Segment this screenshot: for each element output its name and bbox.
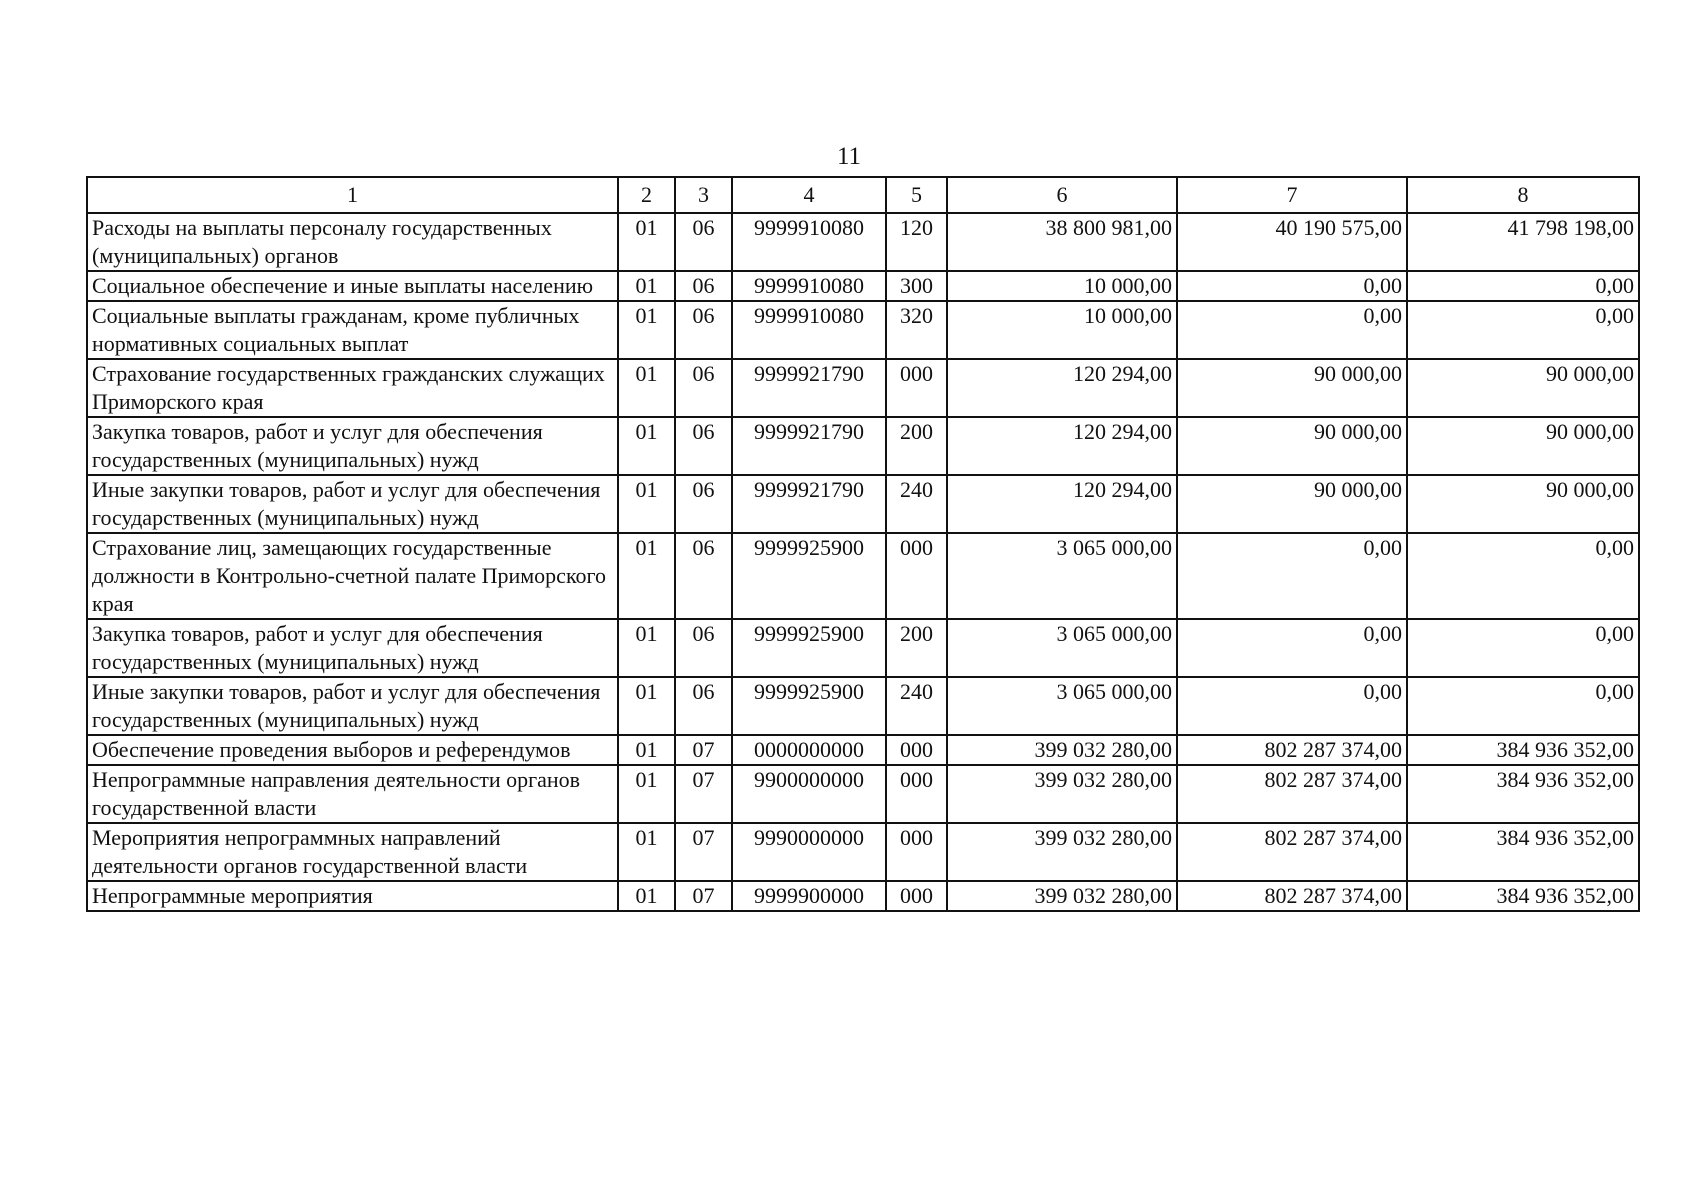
row-name: Непрограммные мероприятия (87, 881, 618, 911)
row-amount-6: 120 294,00 (947, 417, 1177, 475)
row-section: 01 (618, 271, 675, 301)
row-amount-6: 10 000,00 (947, 271, 1177, 301)
row-target-code: 9999921790 (732, 417, 886, 475)
row-subsection: 06 (675, 213, 732, 271)
row-amount-6: 399 032 280,00 (947, 735, 1177, 765)
row-amount-7: 0,00 (1177, 677, 1407, 735)
row-amount-7: 0,00 (1177, 619, 1407, 677)
row-name: Социальное обеспечение и иные выплаты населению (87, 271, 618, 301)
header-col-1: 1 (87, 177, 618, 213)
row-expense-type: 240 (886, 677, 947, 735)
row-amount-7: 90 000,00 (1177, 475, 1407, 533)
table-header-row (87, 177, 1639, 213)
row-amount-8: 41 798 198,00 (1407, 213, 1639, 271)
row-section: 01 (618, 533, 675, 619)
row-section: 01 (618, 823, 675, 881)
row-amount-7: 802 287 374,00 (1177, 823, 1407, 881)
row-amount-6: 399 032 280,00 (947, 765, 1177, 823)
row-amount-8: 0,00 (1407, 301, 1639, 359)
row-amount-8: 384 936 352,00 (1407, 823, 1639, 881)
row-name: Иные закупки товаров, работ и услуг для обеспечения государственных (муниципальных) нужд (87, 475, 618, 533)
row-amount-8: 0,00 (1407, 533, 1639, 619)
table-row (87, 619, 1639, 677)
row-name: Мероприятия непрограммных направлений деятельности органов государственной власти (87, 823, 618, 881)
header-col-2: 2 (618, 177, 675, 213)
table-row (87, 271, 1639, 301)
row-amount-6: 38 800 981,00 (947, 213, 1177, 271)
row-name: Страхование лиц, замещающих государственные должности в Контрольно-счетной палате Приморского края (87, 533, 618, 619)
row-target-code: 9999910080 (732, 213, 886, 271)
header-col-7: 7 (1177, 177, 1407, 213)
row-target-code: 9999925900 (732, 677, 886, 735)
table-row (87, 823, 1639, 881)
row-section: 01 (618, 765, 675, 823)
row-amount-6: 399 032 280,00 (947, 823, 1177, 881)
row-subsection: 06 (675, 301, 732, 359)
row-name: Непрограммные направления деятельности органов государственной власти (87, 765, 618, 823)
row-subsection: 07 (675, 881, 732, 911)
row-amount-6: 399 032 280,00 (947, 881, 1177, 911)
row-name: Закупка товаров, работ и услуг для обеспечения государственных (муниципальных) нужд (87, 417, 618, 475)
row-amount-6: 120 294,00 (947, 475, 1177, 533)
table-row (87, 677, 1639, 735)
row-expense-type: 300 (886, 271, 947, 301)
row-section: 01 (618, 881, 675, 911)
row-target-code: 9999925900 (732, 619, 886, 677)
row-amount-8: 0,00 (1407, 677, 1639, 735)
row-section: 01 (618, 301, 675, 359)
row-amount-6: 3 065 000,00 (947, 533, 1177, 619)
table-row (87, 213, 1639, 271)
row-amount-6: 3 065 000,00 (947, 677, 1177, 735)
row-amount-7: 0,00 (1177, 533, 1407, 619)
row-amount-6: 10 000,00 (947, 301, 1177, 359)
header-col-6: 6 (947, 177, 1177, 213)
row-target-code: 9999921790 (732, 475, 886, 533)
row-expense-type: 200 (886, 417, 947, 475)
row-amount-8: 384 936 352,00 (1407, 765, 1639, 823)
row-amount-6: 120 294,00 (947, 359, 1177, 417)
row-section: 01 (618, 417, 675, 475)
table-row (87, 881, 1639, 911)
row-subsection: 06 (675, 619, 732, 677)
row-subsection: 06 (675, 359, 732, 417)
row-target-code: 9999921790 (732, 359, 886, 417)
row-amount-8: 90 000,00 (1407, 417, 1639, 475)
row-amount-7: 90 000,00 (1177, 359, 1407, 417)
row-subsection: 06 (675, 677, 732, 735)
row-target-code: 9999910080 (732, 301, 886, 359)
row-expense-type: 120 (886, 213, 947, 271)
row-name: Закупка товаров, работ и услуг для обеспечения государственных (муниципальных) нужд (87, 619, 618, 677)
table-row (87, 417, 1639, 475)
row-amount-8: 384 936 352,00 (1407, 881, 1639, 911)
row-section: 01 (618, 619, 675, 677)
table-row (87, 765, 1639, 823)
row-subsection: 07 (675, 823, 732, 881)
row-name: Иные закупки товаров, работ и услуг для обеспечения государственных (муниципальных) нужд (87, 677, 618, 735)
row-name: Социальные выплаты гражданам, кроме публичных нормативных социальных выплат (87, 301, 618, 359)
row-target-code: 9999900000 (732, 881, 886, 911)
row-expense-type: 000 (886, 735, 947, 765)
table-row (87, 359, 1639, 417)
row-section: 01 (618, 359, 675, 417)
table-row (87, 735, 1639, 765)
row-expense-type: 000 (886, 823, 947, 881)
header-col-8: 8 (1407, 177, 1639, 213)
row-expense-type: 000 (886, 765, 947, 823)
row-expense-type: 240 (886, 475, 947, 533)
row-expense-type: 000 (886, 881, 947, 911)
row-amount-8: 0,00 (1407, 271, 1639, 301)
row-name: Страхование государственных гражданских служащих Приморского края (87, 359, 618, 417)
row-section: 01 (618, 735, 675, 765)
table-row (87, 533, 1639, 619)
row-section: 01 (618, 475, 675, 533)
row-amount-8: 90 000,00 (1407, 475, 1639, 533)
row-name: Обеспечение проведения выборов и референдумов (87, 735, 618, 765)
row-expense-type: 320 (886, 301, 947, 359)
row-section: 01 (618, 213, 675, 271)
row-target-code: 9999910080 (732, 271, 886, 301)
row-target-code: 9900000000 (732, 765, 886, 823)
table-row (87, 301, 1639, 359)
row-section: 01 (618, 677, 675, 735)
row-expense-type: 200 (886, 619, 947, 677)
row-amount-7: 0,00 (1177, 271, 1407, 301)
row-amount-7: 0,00 (1177, 301, 1407, 359)
row-amount-7: 90 000,00 (1177, 417, 1407, 475)
row-expense-type: 000 (886, 533, 947, 619)
budget-table (86, 176, 1640, 912)
row-amount-7: 40 190 575,00 (1177, 213, 1407, 271)
row-amount-7: 802 287 374,00 (1177, 735, 1407, 765)
row-amount-6: 3 065 000,00 (947, 619, 1177, 677)
row-subsection: 06 (675, 475, 732, 533)
table-row (87, 475, 1639, 533)
row-name: Расходы на выплаты персоналу государственных (муниципальных) органов (87, 213, 618, 271)
row-amount-8: 90 000,00 (1407, 359, 1639, 417)
row-amount-8: 384 936 352,00 (1407, 735, 1639, 765)
page-number: 11 (836, 143, 862, 170)
header-col-3: 3 (675, 177, 732, 213)
row-subsection: 06 (675, 271, 732, 301)
row-amount-7: 802 287 374,00 (1177, 765, 1407, 823)
row-target-code: 0000000000 (732, 735, 886, 765)
row-subsection: 06 (675, 417, 732, 475)
row-subsection: 06 (675, 533, 732, 619)
row-subsection: 07 (675, 765, 732, 823)
header-col-5: 5 (886, 177, 947, 213)
row-expense-type: 000 (886, 359, 947, 417)
header-col-4: 4 (732, 177, 886, 213)
row-target-code: 9990000000 (732, 823, 886, 881)
row-subsection: 07 (675, 735, 732, 765)
row-target-code: 9999925900 (732, 533, 886, 619)
row-amount-8: 0,00 (1407, 619, 1639, 677)
row-amount-7: 802 287 374,00 (1177, 881, 1407, 911)
